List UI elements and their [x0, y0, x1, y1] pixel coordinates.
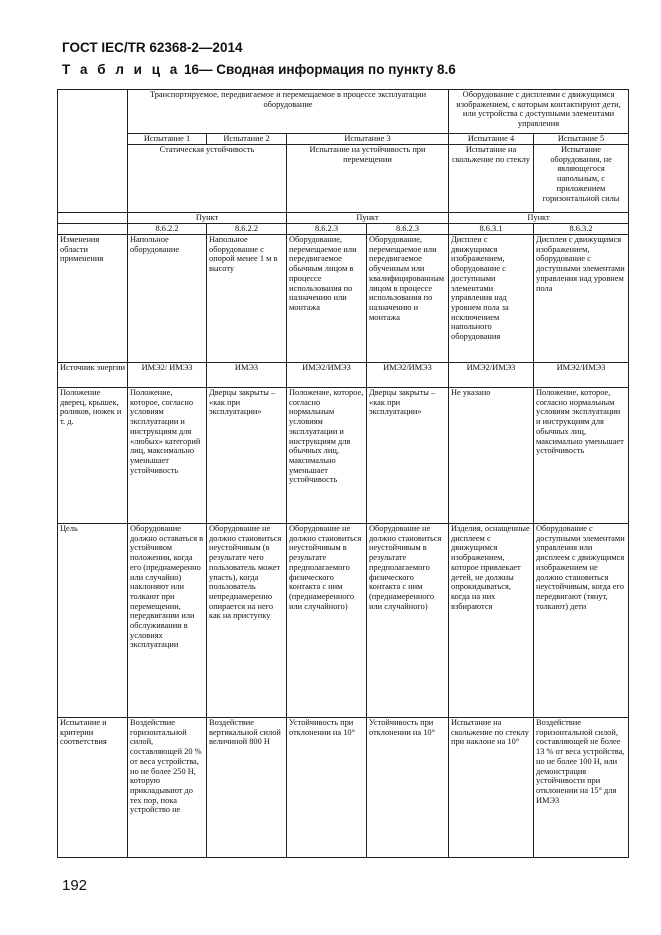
criteria-cell: Устойчивость при отклонении на 10°	[287, 718, 367, 858]
group-displays: Оборудование с дисплеями с движущимся изображением, с которым контактируют дети, или устройства с доступными элементами управления	[449, 90, 629, 134]
clause-row-label	[58, 224, 128, 235]
clause-cell: 8.6.2.3	[287, 224, 367, 235]
purpose-cell: Изделия, оснащенные дисплеем с движущимся изображением, которое привлекает детей, не должны опрокидываться, когда на них взбираются	[449, 524, 534, 718]
scope-row	[58, 235, 629, 363]
test-name-horizontal-force: Испытание оборудования, не являющегося напольным, с приложением горизонтальной силы	[534, 145, 629, 213]
standard-designation: ГОСТ IEC/TR 62368-2—2014	[62, 40, 243, 55]
clause-cell: 8.6.2.2	[128, 224, 207, 235]
clause-cell: 8.6.3.2	[534, 224, 629, 235]
position-cell: Положение, которое, согласно нормальным условиям эксплуатации и инструкциям для обычных лиц, максимально уменьшает устойчивость	[287, 388, 367, 524]
energy-cell: ИМЭ2/ ИМЭ3	[128, 363, 207, 388]
test-2: Испытание 2	[207, 134, 287, 145]
test-name-relocation: Испытание на устойчивость при перемещении	[287, 145, 449, 213]
criteria-cell: Воздействие горизонтальной силой, составляющей не более 13 % от веса устройства, но не более 100 Н, или демонстрация устойчивости при отклонении на 15° для ИМЭ3	[534, 718, 629, 858]
purpose-cell: Оборудование не должно становиться неустойчивым в результате предполагаемого физического контакта с ним (преднамеренного или случайного)	[367, 524, 449, 718]
clause-cell: 8.6.2.2	[207, 224, 287, 235]
clause-row	[58, 224, 629, 235]
table-title	[62, 62, 456, 77]
summary-table	[57, 89, 629, 858]
energy-cell: ИМЭ3	[207, 363, 287, 388]
energy-cell: ИМЭ2/ИМЭ3	[449, 363, 534, 388]
position-cell: Положение, которое, согласно нормальным условиям эксплуатации и инструкциям для обычных лиц, максимально уменьшает устойчивость	[534, 388, 629, 524]
scope-cell: Напольное оборудование с опорой менее 1 м в высоту	[207, 235, 287, 363]
group-transportable: Транспортируемое, передвигаемое и перемещаемое в процессе эксплуатации оборудование	[128, 90, 449, 134]
purpose-cell: Оборудование должно оставаться в устойчивом положении, когда его (преднамеренно или случайно) наклоняют или толкают при перемещении, передвигании или обслуживании в условиях эксплуатации	[128, 524, 207, 718]
test-number-row	[58, 134, 629, 145]
group-header-row	[58, 90, 629, 134]
punkt-row-label	[58, 213, 128, 224]
test-1: Испытание 1	[128, 134, 207, 145]
test-name-static-stability: Статическая устойчивость	[128, 145, 287, 213]
page-number: 192	[62, 877, 88, 894]
purpose-row	[58, 524, 629, 718]
punkt-row	[58, 213, 629, 224]
row-label-energy-source: Источник энергии	[58, 363, 128, 388]
test-3: Испытание 3	[287, 134, 449, 145]
position-cell: Дверцы закрыты – «как при эксплуатации»	[367, 388, 449, 524]
test-name-row	[58, 145, 629, 213]
test-criteria-row	[58, 718, 629, 858]
clause-cell: 8.6.2.3	[367, 224, 449, 235]
test-5: Испытание 5	[534, 134, 629, 145]
scope-cell: Дисплеи с движущимся изображением, оборудование с доступными элементами управления над уровнем пола	[534, 235, 629, 363]
test-name-glass-slide: Испытание на скольжение по стеклу	[449, 145, 534, 213]
row-label-scope: Изменения области применения	[58, 235, 128, 363]
punkt-label-3: Пункт	[449, 213, 629, 224]
punkt-label-1: Пункт	[128, 213, 287, 224]
table-title-text: 16— Сводная информация по пункту 8.6	[180, 62, 456, 77]
purpose-cell: Оборудование не должно становиться неустойчивым в результате предполагаемого физического контакта с ним (преднамеренного или случайного)	[287, 524, 367, 718]
purpose-cell: Оборудование не должно становиться неустойчивым (в результате чего пользователь может упасть), когда пользователь непреднамеренно опирается на него как на приступку	[207, 524, 287, 718]
row-label-purpose: Цель	[58, 524, 128, 718]
clause-cell: 8.6.3.1	[449, 224, 534, 235]
position-cell: Не указано	[449, 388, 534, 524]
table-title-spaced: Т а б л и ц а	[62, 62, 181, 77]
purpose-cell: Оборудование с доступными элементами управления или дисплеем с движущимся изображением не должно становиться неустойчивым, когда его передвигают (тянут, толкают) дети	[534, 524, 629, 718]
punkt-label-2: Пункт	[287, 213, 449, 224]
energy-source-row	[58, 363, 629, 388]
row-label-test-criteria: Испытание и критерии соответствия	[58, 718, 128, 858]
energy-cell: ИМЭ2/ИМЭ3	[534, 363, 629, 388]
test-4: Испытание 4	[449, 134, 534, 145]
scope-cell: Напольное оборудование	[128, 235, 207, 363]
scope-cell: Оборудование, перемещаемое или передвигаемое обычным лицом в процессе использования по назначению или монтажа	[287, 235, 367, 363]
criteria-cell: Воздействие горизонтальной силой, составляющей 20 % от веса устройства, но не более 250 Н, которую прикладывают до тех пор, пока устройство не	[128, 718, 207, 858]
criteria-cell: Испытание на скольжение по стеклу при наклоне на 10°	[449, 718, 534, 858]
row-label-position: Положение дверец, крышек, роликов, ножек и т. д.	[58, 388, 128, 524]
scope-cell: Дисплеи с движущимся изображением, оборудование с доступными элементами управления над уровнем пола за исключением напольного оборудования	[449, 235, 534, 363]
energy-cell: ИМЭ2/ИМЭ3	[287, 363, 367, 388]
criteria-cell: Устойчивость при отклонении на 10°	[367, 718, 449, 858]
position-cell: Положение, которое, согласно условиям эксплуатации и инструкциям для «любых» категорий лиц, максимально уменьшает устойчивость	[128, 388, 207, 524]
criteria-cell: Воздействие вертикальной силой величиной 800 Н	[207, 718, 287, 858]
position-row	[58, 388, 629, 524]
scope-cell: Оборудование, перемещаемое или передвигаемое обученным или квалифицированным лицом в процессе использования по назначению и монтажа	[367, 235, 449, 363]
energy-cell: ИМЭ2/ИМЭ3	[367, 363, 449, 388]
corner-cell	[58, 90, 128, 213]
position-cell: Дверцы закрыты – «как при эксплуатации»	[207, 388, 287, 524]
